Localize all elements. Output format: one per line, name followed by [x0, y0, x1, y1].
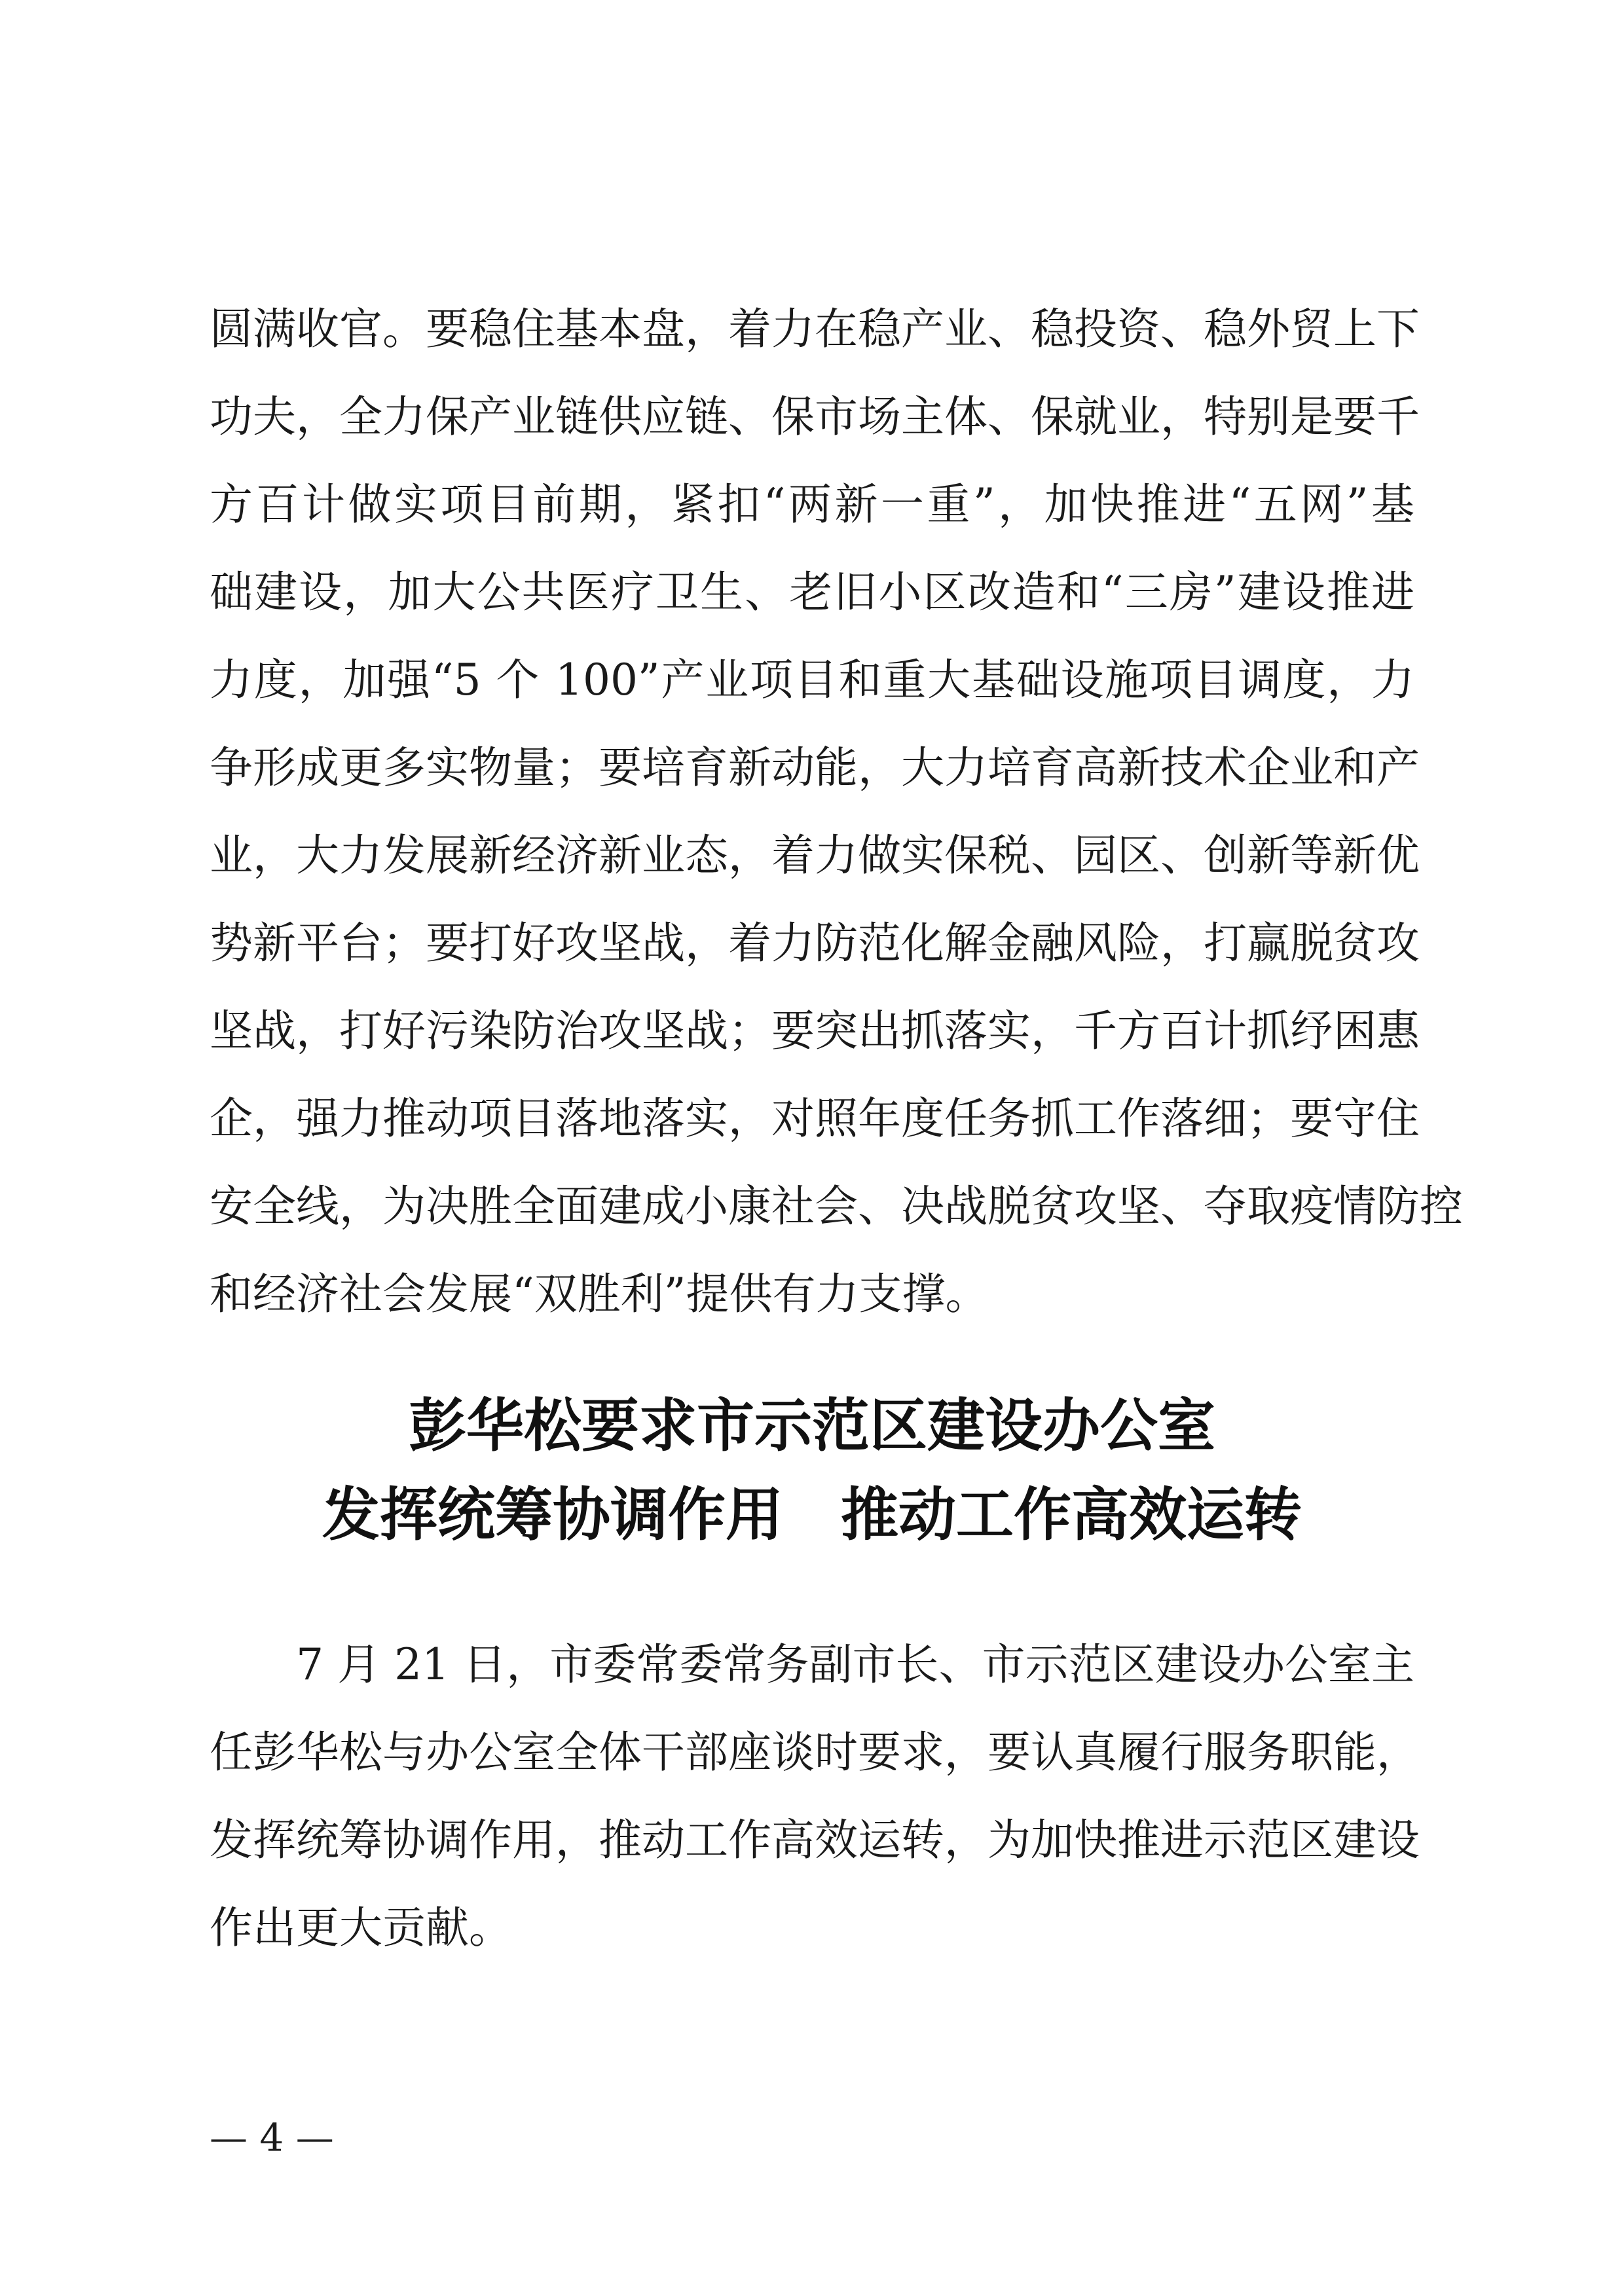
article-heading: [0, 1381, 1624, 1559]
paragraph-line: 业，大力发展新经济新业态，着力做实保税、园区、创新等新优: [210, 830, 1420, 881]
paragraph-line: 础建设，加大公共医疗卫生、老旧小区改造和“三房”建设推进: [210, 567, 1414, 617]
paragraph-line: 企，强力推动项目落地落实，对照年度任务抓工作落细；要守住: [210, 1093, 1420, 1144]
heading-line-2: 发挥统筹协调作用 推动工作高效运转: [322, 1481, 1302, 1548]
paragraph-line: 方百计做实项目前期，紧扣“两新一重”，加快推进“五网”基: [210, 479, 1414, 530]
paragraph-line: 争形成更多实物量；要培育新动能，大力培育高新技术企业和产: [210, 742, 1420, 793]
paragraph-line: 功夫，全力保产业链供应链、保市场主体、保就业，特别是要千: [210, 392, 1420, 442]
paragraph-line: 7 月 21 日，市委常委常务副市长、市示范区建设办公室主: [210, 1639, 1414, 1690]
heading-line-1: 彭华松要求市示范区建设办公室: [408, 1392, 1215, 1459]
paragraph-line: 圆满收官。要稳住基本盘，着力在稳产业、稳投资、稳外贸上下: [210, 304, 1420, 354]
paragraph-line: 安全线，为决胜全面建成小康社会、决战脱贫攻坚、夺取疫情防控: [210, 1181, 1463, 1231]
paragraph-line: 作出更大贡献。: [210, 1903, 512, 1953]
paragraph-line: 发挥统筹协调作用，推动工作高效运转，为加快推进示范区建设: [210, 1815, 1420, 1865]
paragraph-line: 力度，加强“5 个 100”产业项目和重大基础设施项目调度，力: [210, 655, 1414, 705]
paragraph-line: 任彭华松与办公室全体干部座谈时要求，要认真履行服务职能，: [210, 1727, 1420, 1777]
paragraph-line: 和经济社会发展“双胜利”提供有力支撑。: [210, 1269, 989, 1319]
paragraph-line: 势新平台；要打好攻坚战，着力防范化解金融风险，打赢脱贫攻: [210, 918, 1420, 968]
paragraph-line: 坚战，打好污染防治攻坚战；要突出抓落实，千方百计抓纾困惠: [210, 1006, 1420, 1056]
page-number: — 4 —: [210, 2115, 334, 2160]
body-paragraph-1: [210, 285, 1463, 1338]
body-paragraph-2: [210, 1621, 1420, 1972]
